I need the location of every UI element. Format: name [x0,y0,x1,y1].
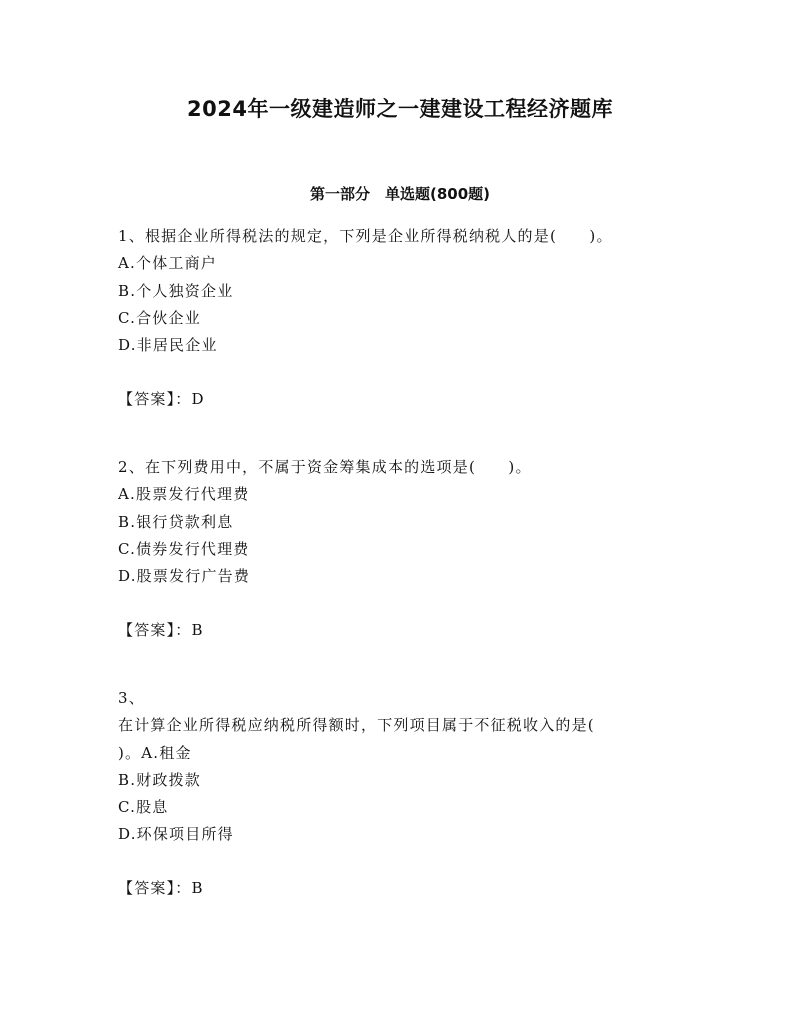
question-2-answer: 【答案】：B [118,621,204,639]
question-1-answer: 【答案】：D [118,390,205,408]
question-2-stem: 2、在下列费用中，不属于资金筹集成本的选项是( )。 [118,458,532,476]
question-3-option-d: D.环保项目所得 [118,825,234,844]
question-1-option-d: D.非居民企业 [118,336,218,355]
question-1 [118,223,698,359]
question-1-option-c: C.合伙企业 [118,308,201,327]
question-1-stem: 1、根据企业所得税法的规定，下列是企业所得税纳税人的是( )。 [118,227,613,245]
question-3-stem: 在计算企业所得税应纳税所得额时，下列项目属于不征税收入的是( [118,716,595,735]
question-2-option-a: A.股票发行代理费 [118,485,250,504]
question-3-option-c: C.股息 [118,798,169,817]
document-title: 2024年一级建造师之一建建设工程经济题库 [187,97,613,121]
question-2-option-b: B.银行贷款利息 [118,512,234,531]
question-2-option-c: C.债券发行代理费 [118,539,250,558]
section-heading: 第一部分 单选题(800题) [309,185,491,203]
question-3 [118,685,698,849]
question-2 [118,454,698,590]
question-1-option-a: A.个体工商户 [118,254,218,273]
question-3-number: 3、 [118,689,145,707]
question-3-stem-continued-option-a: )。A.租金 [118,743,192,762]
question-2-option-d: D.股票发行广告费 [118,567,251,586]
question-1-option-b: B.个人独资企业 [118,281,234,300]
question-3-answer: 【答案】：B [118,879,204,897]
question-3-option-b: B.财政拨款 [118,770,201,789]
